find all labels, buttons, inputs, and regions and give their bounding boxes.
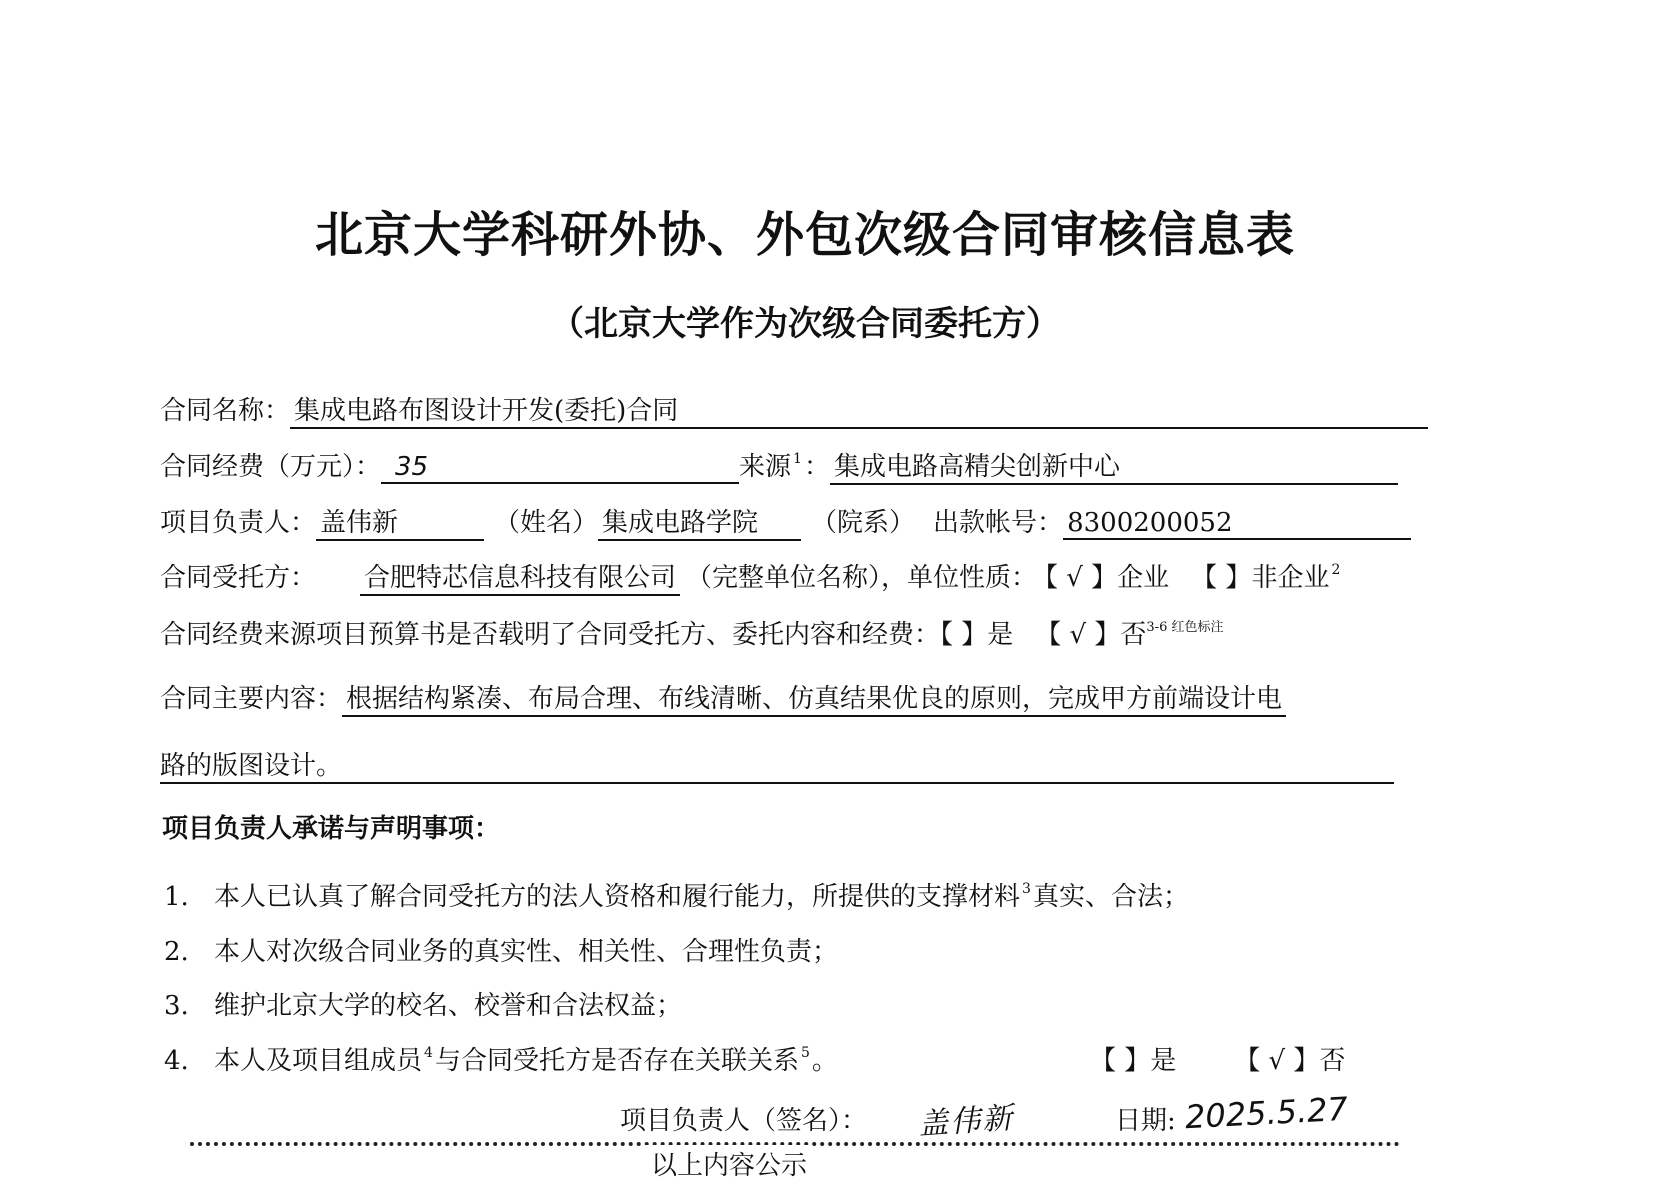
commitment-text-tail: 。 <box>811 1046 838 1076</box>
contract-name-label: 合同名称： <box>160 396 291 426</box>
department-hint: （院系） <box>811 508 916 538</box>
form-subtitle: （北京大学作为次级合同委托方） <box>550 304 1060 344</box>
commitment-footnote-ref-2: 5 <box>800 1045 810 1061</box>
commitment-text-mid: 与合同受托方是否存在关联关系 <box>434 1046 799 1076</box>
trustee-hint: （完整单位名称），单位性质： <box>686 563 1038 593</box>
budget-question: 合同经费来源项目预算书是否载明了合同受托方、委托内容和经费： <box>160 620 941 650</box>
commitments-heading: 项目负责人承诺与声明事项： <box>162 814 501 844</box>
commitment-footnote-ref: 4 <box>424 1045 433 1061</box>
commitment-text-tail: 真实、合法； <box>1032 882 1189 912</box>
signature-label: 项目负责人（签名）： <box>620 1106 868 1136</box>
account-number: 8300200052 <box>1063 508 1411 540</box>
leader-row <box>160 502 1411 541</box>
trustee-name: 合肥特芯信息科技有限公司 <box>360 557 680 596</box>
related-yes-checkbox: 【 】 <box>1090 1046 1151 1076</box>
commitment-item-4 <box>164 1040 838 1077</box>
source-value: 集成电路高精尖创新中心 <box>830 446 1398 485</box>
commitment-text: 本人已认真了解合同受托方的法人资格和履行能力，所提供的支撑材料 <box>214 882 1021 912</box>
name-hint: （姓名） <box>494 508 599 538</box>
fee-value: 35 <box>381 452 739 484</box>
trustee-row <box>160 557 1342 596</box>
leader-label: 项目负责人： <box>160 508 317 538</box>
source-colon: ： <box>803 452 830 482</box>
contract-name-row <box>160 390 1428 429</box>
non-enterprise-footnote-ref: 2 <box>1331 562 1341 578</box>
commitment-number: 1. <box>164 882 189 912</box>
content-label: 合同主要内容： <box>160 684 343 714</box>
related-no-label: 否 <box>1319 1046 1346 1076</box>
fee-label: 合同经费（万元）： <box>160 452 382 482</box>
related-yes-label: 是 <box>1150 1046 1177 1076</box>
commitment-item-3 <box>164 985 682 1022</box>
commitment-number: 2. <box>164 937 189 967</box>
department-value: 集成电路学院 <box>598 502 801 541</box>
form-title: 北京大学科研外协、外包次级合同审核信息表 <box>314 207 1295 263</box>
content-row-1 <box>160 678 1286 717</box>
enterprise-checkbox: 【 √ 】 <box>1045 563 1118 593</box>
date-label: 日期: <box>1115 1106 1176 1136</box>
content-text-line-2: 路的版图设计。 <box>160 745 1394 784</box>
budget-question-row <box>160 614 1224 651</box>
related-party-choice <box>1090 1040 1345 1077</box>
contract-fee-row <box>160 446 1398 485</box>
budget-yes-checkbox: 【 】 <box>940 620 988 650</box>
commitment-text: 本人及项目组成员 <box>214 1046 423 1076</box>
commitment-text: 本人对次级合同业务的真实性、相关性、合理性负责； <box>214 937 839 967</box>
budget-yes-label: 是 <box>987 620 1014 650</box>
source-label: 来源 <box>739 452 792 482</box>
leader-name: 盖伟新 <box>316 502 484 541</box>
commitment-number: 4. <box>164 1046 189 1076</box>
non-enterprise-label: 非企业 <box>1251 563 1330 593</box>
handwritten-signature: 盖伟新 <box>917 1100 1016 1143</box>
budget-no-checkbox: 【 √ 】 <box>1035 620 1121 650</box>
contract-name-value: 集成电路布图设计开发(委托)合同 <box>290 390 1428 429</box>
content-row-2 <box>160 745 1394 784</box>
commitment-item-2 <box>164 931 838 968</box>
trustee-label: 合同受托方： <box>160 563 317 593</box>
non-enterprise-checkbox: 【 】 <box>1191 563 1252 593</box>
commitment-item-1 <box>164 876 1189 913</box>
enterprise-label: 企业 <box>1117 563 1170 593</box>
content-text-line-1: 根据结构紧凑、布局合理、布线清晰、仿真结果优良的原则，完成甲方前端设计电 <box>342 678 1286 717</box>
commitment-footnote-ref: 3 <box>1022 881 1031 897</box>
commitment-number: 3. <box>164 991 189 1021</box>
commitment-text: 维护北京大学的校名、校誉和合法权益； <box>214 991 683 1021</box>
account-label: 出款帐号： <box>933 508 1064 538</box>
related-no-checkbox: 【 √ 】 <box>1234 1046 1320 1076</box>
source-footnote-ref: 1 <box>793 451 802 467</box>
handwritten-date: 2025.5.27 <box>1184 1089 1349 1137</box>
budget-footnote-note: 3-6 红色标注 <box>1146 620 1224 635</box>
public-notice-label: 以上内容公示 <box>645 1145 813 1182</box>
budget-no-label: 否 <box>1120 620 1147 650</box>
